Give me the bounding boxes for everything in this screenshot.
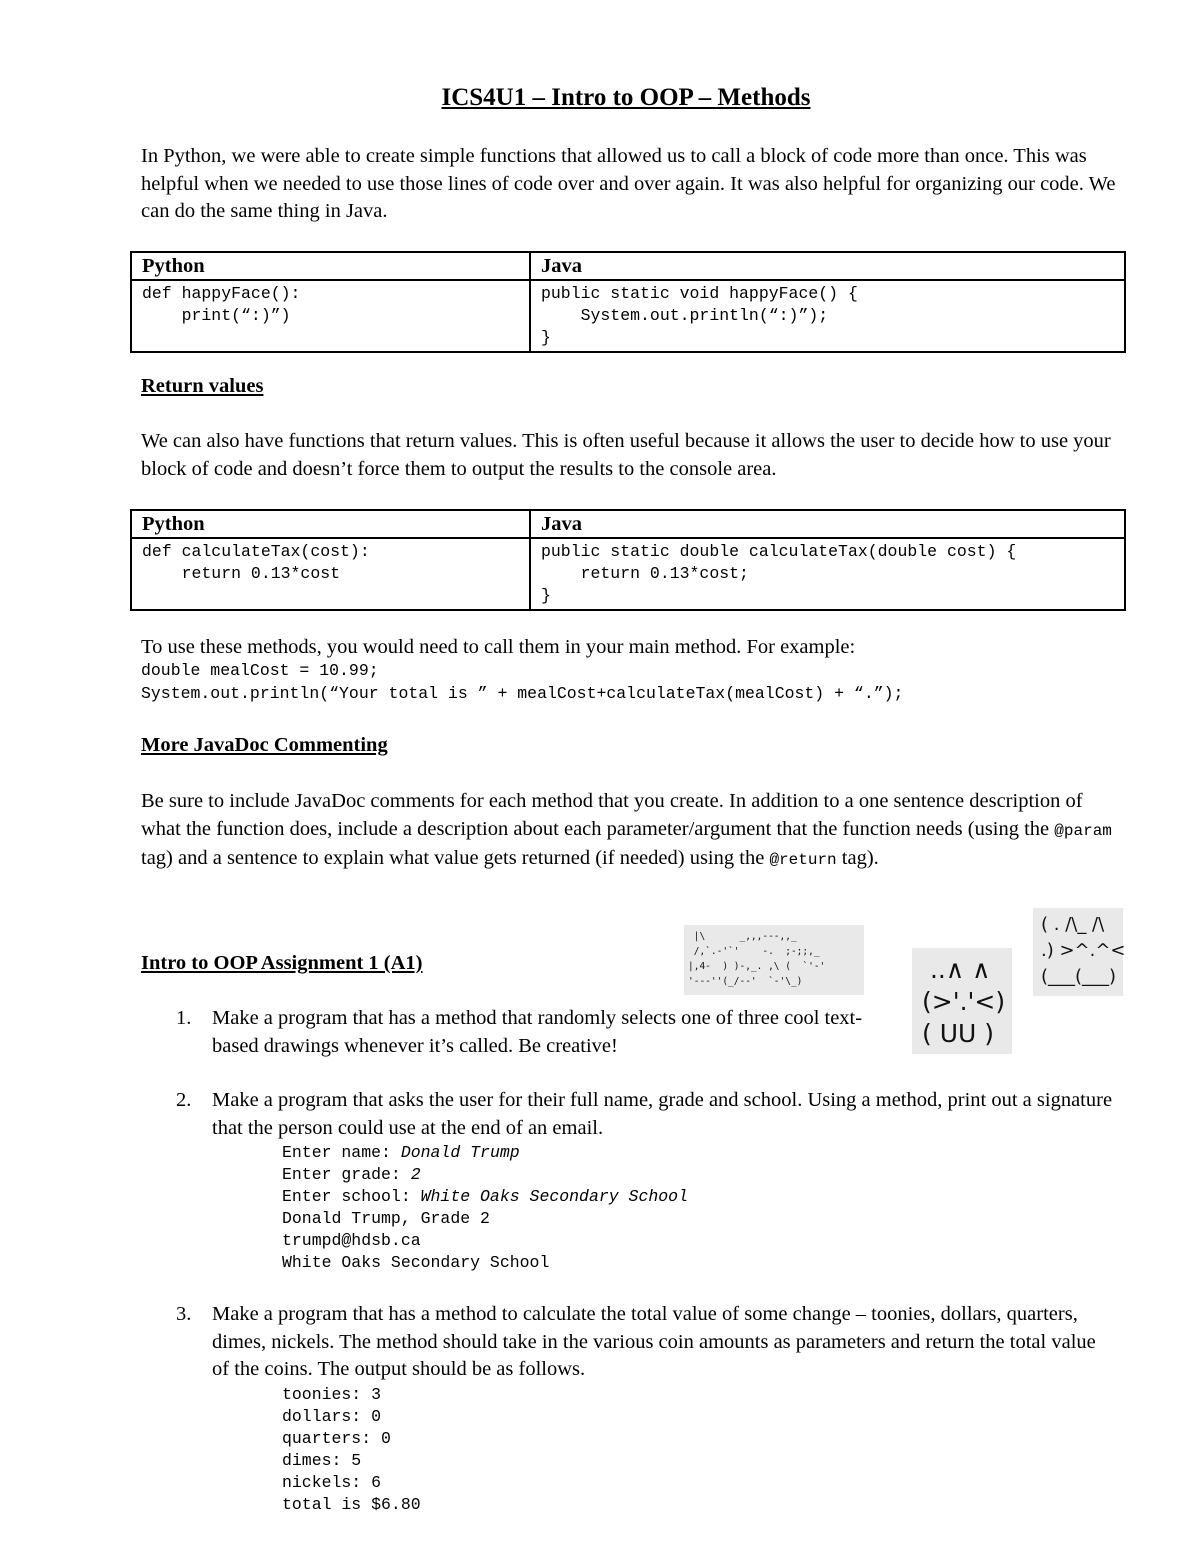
list-item: 1. Make a program that has a method that randomly selects one of three cool text-based drawings whenever it’s called. Be creative! <box>176 1007 863 1057</box>
java-header: Java <box>530 510 1125 538</box>
comparison-table-return <box>130 509 1126 611</box>
intro-paragraph: In Python, we were able to create simple functions that allowed us to call a block of code more than once. This was helpful when we needed to use those lines of code over and over again. It was also helpful for organizing our code. We can do the same thing in Java. <box>141 145 1116 222</box>
python-header: Python <box>131 252 530 280</box>
usage-code: double mealCost = 10.99; System.out.println(“Your total is ” + mealCost+calculateTax(mealCost) + “.”); <box>141 661 904 703</box>
param-tag: @param <box>1054 821 1112 840</box>
sample-output-signature: Enter name: Donald Trump Enter grade: 2 Enter school: White Oaks Secondary School Donald Trump, Grade 2 trumpd@hdsb.ca White Oaks Secondary School <box>282 1143 688 1272</box>
python-header: Python <box>131 510 530 538</box>
python-code: def calculateTax(cost): return 0.13*cost <box>131 538 530 610</box>
page-title: ICS4U1 – Intro to OOP – Methods <box>441 84 811 111</box>
javadoc-paragraph: Be sure to include JavaDoc comments for each method that you create. In addition to a one sentence description of what the function does, include a description about each parameter/argument that the function needs (using the @param tag) and a sentence to explain what value gets returned (if needed) using the @return tag). <box>141 790 1112 869</box>
java-code: public static double calculateTax(double cost) { return 0.13*cost; } <box>530 538 1125 610</box>
ascii-art-bunny: ..∧ ∧ (>'.'<) ( UU ) <box>912 948 1012 1054</box>
javadoc-heading: More JavaDoc Commenting <box>141 734 388 756</box>
ascii-art-cat-sleeping: |\ _,,,---,,_ /,`.-'`' -. ;-;;,_ |,4- ) )-,_. ,\ ( `'-' '---''(_/--' `-'\_) <box>684 925 864 995</box>
comparison-table-methods <box>130 251 1126 353</box>
assignment-list <box>176 1005 1116 1516</box>
java-header: Java <box>530 252 1125 280</box>
return-values-heading: Return values <box>141 375 264 397</box>
java-code: public static void happyFace() { System.out.println(“:)”); } <box>530 280 1125 352</box>
list-item: 3. Make a program that has a method to calculate the total value of some change – toonies, dollars, quarters, dimes, nickels. The method should take in the various coin amounts as parameters and return the total value of the coins. The output should be as follows. toonies: 3 dollars: 0 quarters: 0 dimes: 5 nickels: 6 total is $6.80 <box>176 1301 1116 1516</box>
assignment-heading: Intro to OOP Assignment 1 (A1) <box>141 952 423 974</box>
list-item: 2. Make a program that asks the user for their full name, grade and school. Using a method, print out a signature that the person could use at the end of an email. Enter name: Donald Trump Enter grade: 2 Enter school: White Oaks Secondary School Donald Trump, Grade 2 trumpd@hdsb.ca White Oaks Secondary School <box>176 1087 1116 1274</box>
sample-output-coins: toonies: 3 dollars: 0 quarters: 0 dimes: 5 nickels: 6 total is $6.80 <box>282 1384 421 1514</box>
usage-paragraph: To use these methods, you would need to call them in your main method. For example: <box>141 636 856 658</box>
return-tag: @return <box>769 851 837 869</box>
ascii-art-cat: ( . /\_ /\ .) >^.^< (___(___) <box>1033 908 1123 996</box>
python-code: def happyFace(): print(“:)”) <box>131 280 530 352</box>
return-values-paragraph: We can also have functions that return values. This is often useful because it allows the user to decide how to use your block of code and doesn’t force them to output the results to the console area. <box>141 430 1111 480</box>
